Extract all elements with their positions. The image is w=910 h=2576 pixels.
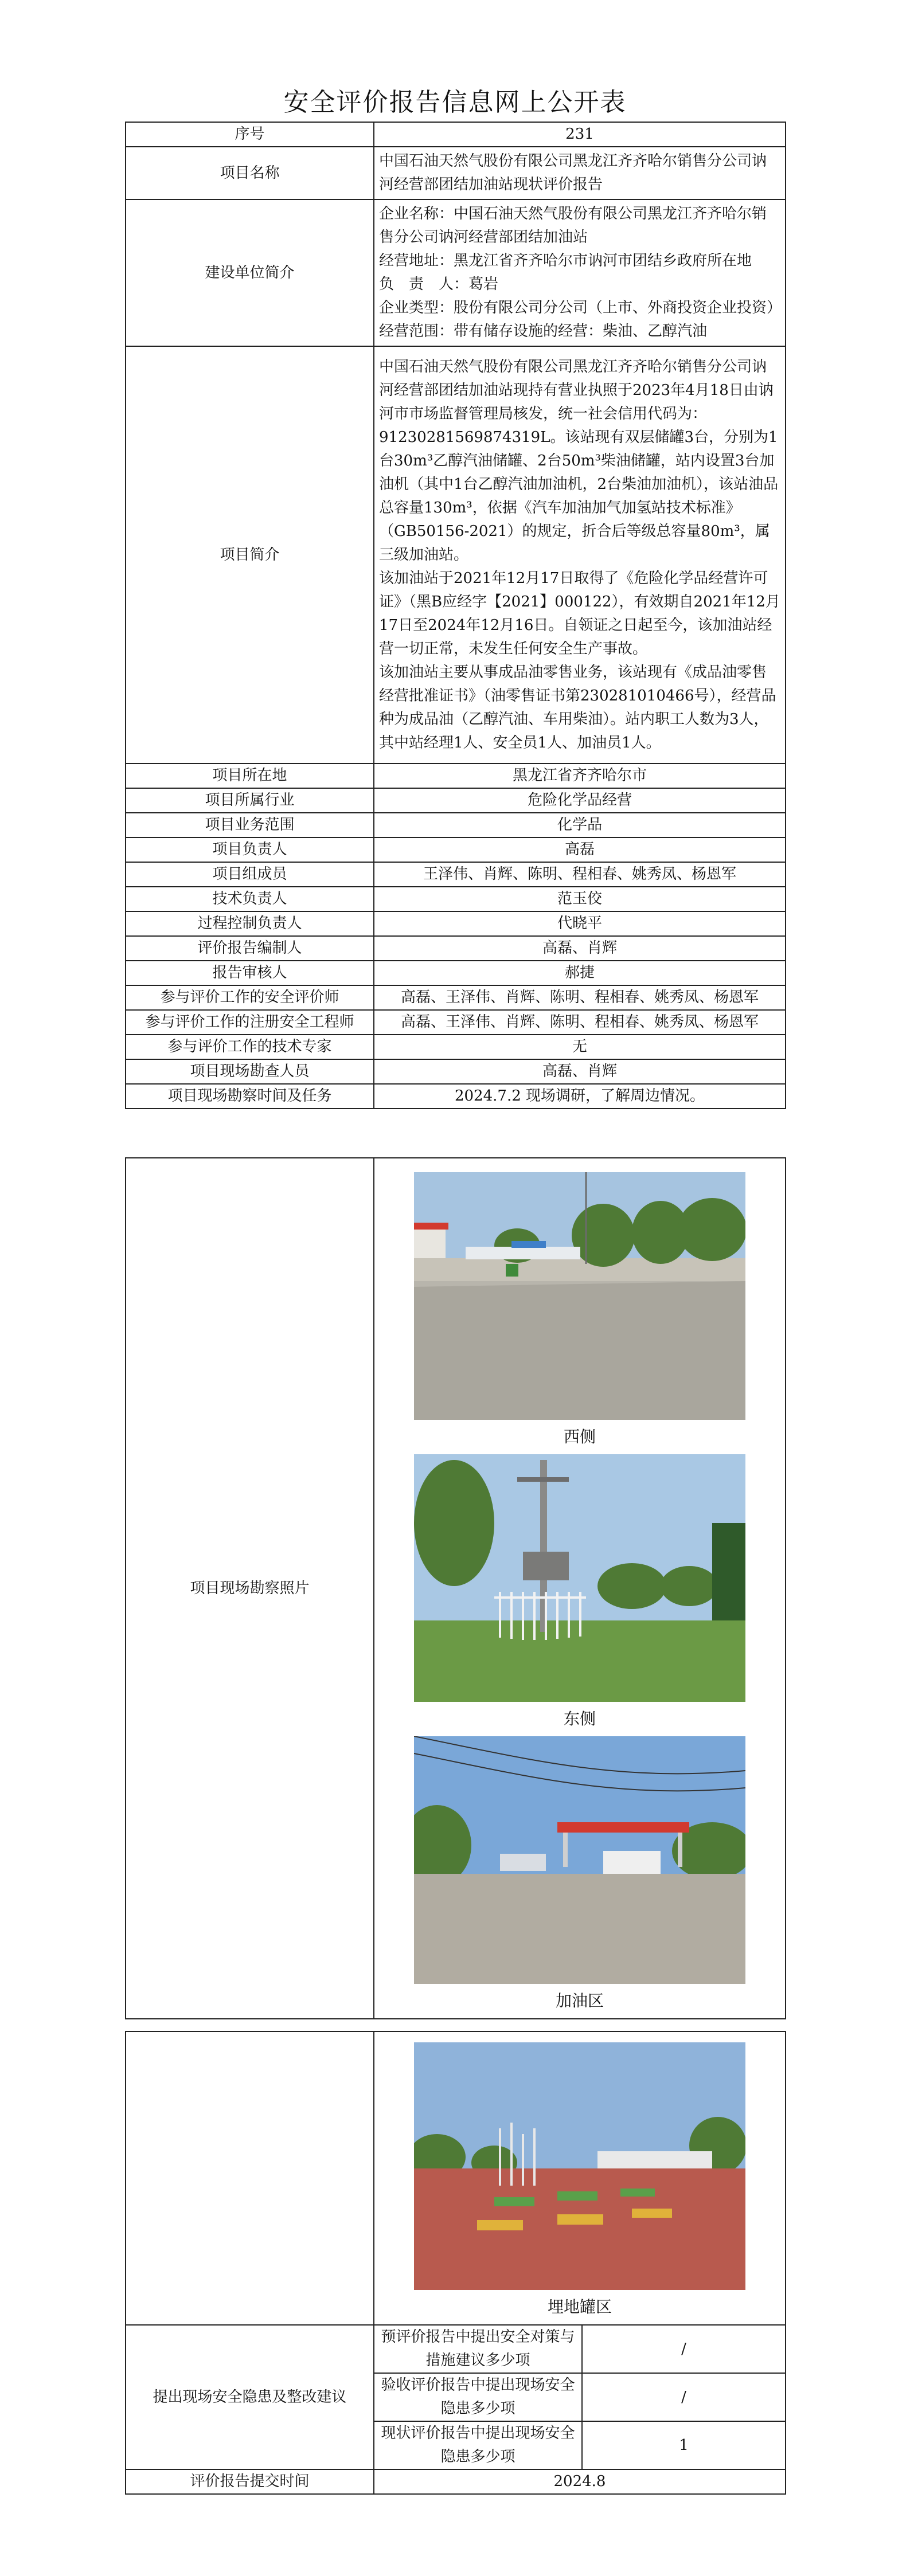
- photo-east: [414, 1454, 745, 1702]
- evaluators-value: 高磊、王泽伟、肖辉、陈明、程相春、姚秀凤、杨恩军: [374, 985, 786, 1010]
- photo-cell: [374, 1158, 786, 2019]
- caption-refuel: 加油区: [555, 1991, 604, 2010]
- scope-label: 项目业务范围: [126, 813, 374, 837]
- hazard-question: 预评价报告中提出安全对策与措施建议多少项: [374, 2325, 582, 2373]
- experts-label: 参与评价工作的技术专家: [126, 1035, 374, 1059]
- members-value: 王泽伟、肖辉、陈明、程相春、姚秀凤、杨恩军: [374, 862, 786, 887]
- leader-label: 项目负责人: [126, 837, 374, 862]
- process-ctrl-value: 代晓平: [374, 911, 786, 936]
- survey-staff-value: 高磊、肖辉: [374, 1059, 786, 1084]
- builder-line: 经营地址：黑龙江省齐齐哈尔市讷河市团结乡政府所在地: [379, 252, 752, 269]
- builder-line: 负 责 人：葛岩: [379, 276, 499, 293]
- engineers-label: 参与评价工作的注册安全工程师: [126, 1010, 374, 1035]
- reviewer-value: 郝捷: [374, 961, 786, 985]
- photos-label: 项目现场勘察照片: [126, 1158, 374, 2019]
- project-name-value: 中国石油天然气股份有限公司黑龙江齐齐哈尔销售分公司讷河经营部团结加油站现状评价报告: [374, 147, 786, 199]
- seq-value: 231: [374, 122, 786, 147]
- process-ctrl-label: 过程控制负责人: [126, 911, 374, 936]
- leader-value: 高磊: [374, 837, 786, 862]
- page-title: 安全评价报告信息网上公开表: [283, 88, 627, 117]
- builder-line: 企业名称：中国石油天然气股份有限公司黑龙江齐齐哈尔销售分公司讷河经营部团结加油站: [379, 205, 767, 246]
- project-name-label: 项目名称: [126, 147, 374, 199]
- photo-tank: [414, 2042, 745, 2290]
- industry-label: 项目所属行业: [126, 788, 374, 813]
- location-value: 黑龙江省齐齐哈尔市: [374, 764, 786, 788]
- photo-west: [414, 1172, 745, 1420]
- seq-label: 序号: [126, 122, 374, 147]
- survey-time-label: 项目现场勘察时间及任务: [126, 1084, 374, 1109]
- submit-value: 2024.8: [374, 2469, 786, 2494]
- tech-leader-value: 范玉佼: [374, 887, 786, 911]
- survey-staff-label: 项目现场勘查人员: [126, 1059, 374, 1084]
- location-label: 项目所在地: [126, 764, 374, 788]
- experts-value: 无: [374, 1035, 786, 1059]
- scope-value: 化学品: [374, 813, 786, 837]
- hazard-answer: /: [582, 2325, 786, 2373]
- builder-info: [374, 199, 786, 346]
- intro-para: 该加油站于2021年12月17日取得了《危险化学品经营许可证》（黑B应经字【2021】000122），有效期自2021年12月17日至2024年12月16日。自领证之日起至今，该加油站经营一切正常，未发生任何安全生产事故。: [379, 569, 780, 657]
- builder-label: 建设单位简介: [126, 199, 374, 346]
- hazards-label: 提出现场安全隐患及整改建议: [126, 2325, 374, 2469]
- caption-tank: 埋地罐区: [547, 2297, 612, 2316]
- intro-para: 该加油站主要从事成品油零售业务，该站现有《成品油零售经营批准证书》（油零售证书第230281010466号），经营品种为成品油（乙醇汽油、车用柴油）。站内职工人数为3人，其中站经理1人、安全员1人、加油员1人。: [379, 663, 776, 751]
- intro-para: 中国石油天然气股份有限公司黑龙江齐齐哈尔销售分公司讷河经营部团结加油站现持有营业执照于2023年4月18日由讷河市市场监督管理局核发，统一社会信用代码为：91230281569874319L。该站现有双层储罐3台，分别为1台30m³乙醇汽油储罐、2台50m³柴油储罐，站内设置3台加油机（其中1台乙醇汽油加油机，2台柴油加油机），该站油品总容量130m³，依据《汽车加油加气加氢站技术标准》（GB50156-2021）的规定，折合后等级总容量80m³，属三级加油站。: [379, 358, 779, 563]
- info-table: [125, 122, 786, 1109]
- hazard-answer: /: [582, 2373, 786, 2421]
- hazard-question: 现状评价报告中提出现场安全隐患多少项: [374, 2421, 582, 2469]
- intro-label: 项目简介: [126, 346, 374, 764]
- builder-line: 经营范围：带有储存设施的经营：柴油、乙醇汽油: [379, 323, 708, 340]
- tank-photo-cell: [374, 2031, 786, 2325]
- members-label: 项目组成员: [126, 862, 374, 887]
- survey-time-value: 2024.7.2 现场调研，了解周边情况。: [374, 1084, 786, 1109]
- builder-line: 企业类型：股份有限公司分公司（上市、外商投资企业投资）: [379, 299, 782, 316]
- photo-table: [125, 1157, 786, 2019]
- hazard-question: 验收评价报告中提出现场安全隐患多少项: [374, 2373, 582, 2421]
- hazard-answer: 1: [582, 2421, 786, 2469]
- editor-value: 高磊、肖辉: [374, 936, 786, 961]
- submit-label: 评价报告提交时间: [126, 2469, 374, 2494]
- caption-east: 东侧: [563, 1709, 596, 1728]
- tech-leader-label: 技术负责人: [126, 887, 374, 911]
- hazard-table: [125, 2031, 786, 2495]
- evaluators-label: 参与评价工作的安全评价师: [126, 985, 374, 1010]
- intro-text: [374, 346, 786, 764]
- caption-west: 西侧: [563, 1427, 596, 1446]
- photo-refuel: [414, 1736, 745, 1984]
- reviewer-label: 报告审核人: [126, 961, 374, 985]
- engineers-value: 高磊、王泽伟、肖辉、陈明、程相春、姚秀凤、杨恩军: [374, 1010, 786, 1035]
- editor-label: 评价报告编制人: [126, 936, 374, 961]
- industry-value: 危险化学品经营: [374, 788, 786, 813]
